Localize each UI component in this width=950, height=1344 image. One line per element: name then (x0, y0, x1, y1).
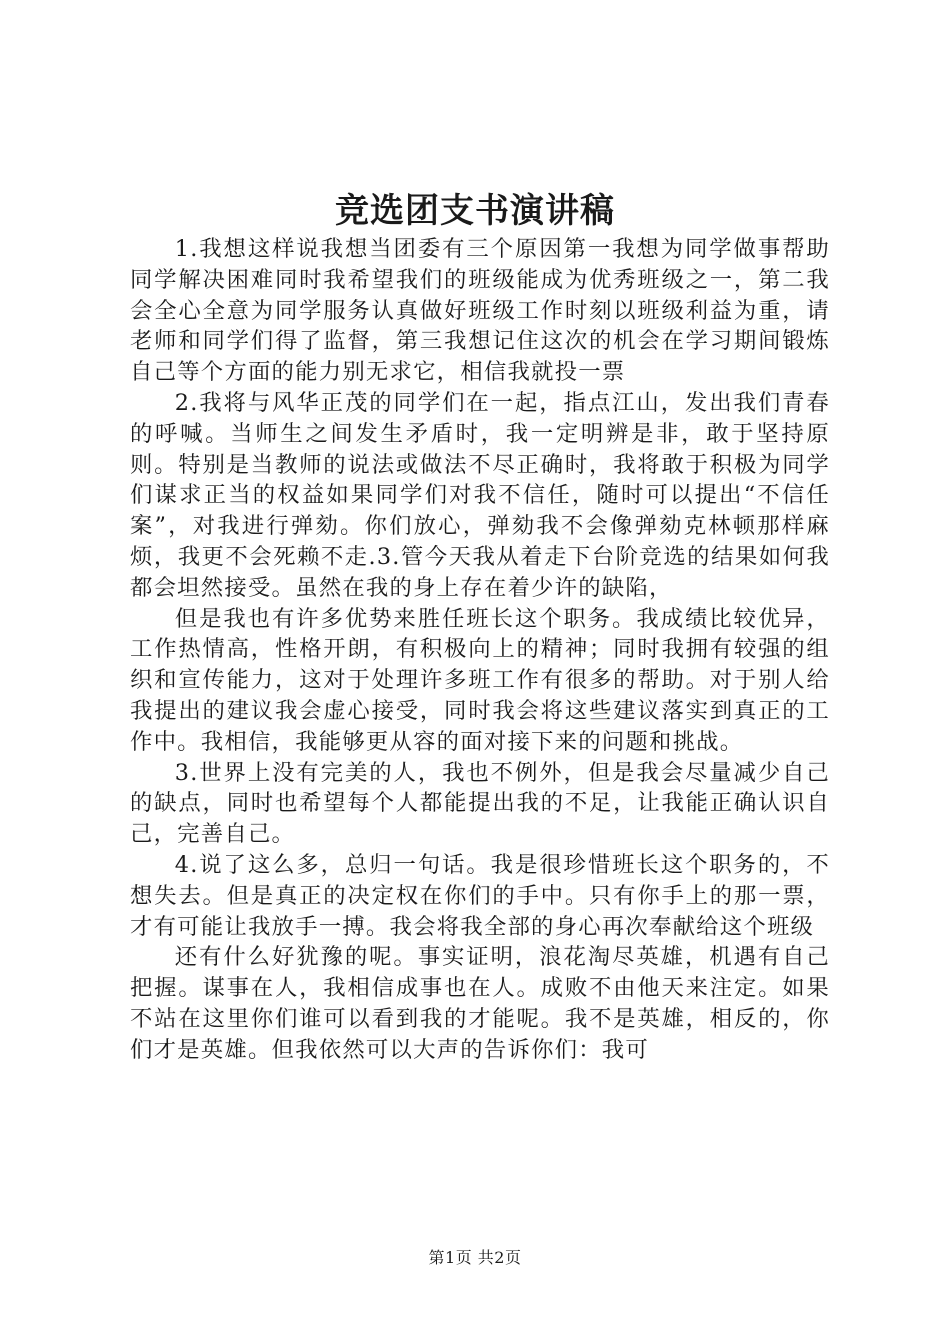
paragraph-4: 3.世界上没有完美的人，我也不例外，但是我会尽量减少自己的缺点，同时也希望每个人都能提出我的不足，让我能正确认识自己，完善自己。 (130, 759, 830, 848)
document-body (130, 234, 830, 1066)
paragraph-3: 但是我也有许多优势来胜任班长这个职务。我成绩比较优异，工作热情高，性格开朗，有积极向上的精神；同时我拥有较强的组织和宣传能力，这对于处理许多班工作有很多的帮助。对于别人给我提出的建议我会虚心接受，同时我会将这些建议落实到真正的工作中。我相信，我能够更从容的面对接下来的问题和挑战。 (130, 605, 830, 755)
paragraph-5: 4.说了这么多，总归一句话。我是很珍惜班长这个职务的，不想失去。但是真正的决定权在你们的手中。只有你手上的那一票，才有可能让我放手一搏。我会将我全部的身心再次奉献给这个班级 (130, 851, 830, 940)
paragraph-6: 还有什么好犹豫的呢。事实证明，浪花淘尽英雄，机遇有自己把握。谋事在人，我相信成事也在人。成败不由他天来注定。如果不站在这里你们谁可以看到我的才能呢。我不是英雄，相反的，你们才是英雄。但我依然可以大声的告诉你们：我可 (130, 944, 830, 1063)
page-number-footer: 第1页 共2页 (428, 1248, 522, 1267)
paragraph-2: 2.我将与风华正茂的同学们在一起，指点江山，发出我们青春的呼喊。当师生之间发生矛盾时，我一定明辨是非，敢于坚持原则。特别是当教师的说法或做法不尽正确时，我将敢于积极为同学们谋求正当的权益如果同学们对我不信任，随时可以提出“不信任案”，对我进行弹劾。你们放心，弹劾我不会像弹劾克林顿那样麻烦，我更不会死赖不走.3.管今天我从着走下台阶竞选的结果如何我都会坦然接受。虽然在我的身上存在着少许的缺陷， (130, 389, 830, 601)
paragraph-1: 1.我想这样说我想当团委有三个原因第一我想为同学做事帮助同学解决困难同时我希望我们的班级能成为优秀班级之一，第二我会全心全意为同学服务认真做好班级工作时刻以班级利益为重，请老师和同学们得了监督，第三我想记住这次的机会在学习期间锻炼自己等个方面的能力别无求它，相信我就投一票 (130, 236, 830, 386)
document-title: 竞选团支书演讲稿 (335, 191, 615, 231)
